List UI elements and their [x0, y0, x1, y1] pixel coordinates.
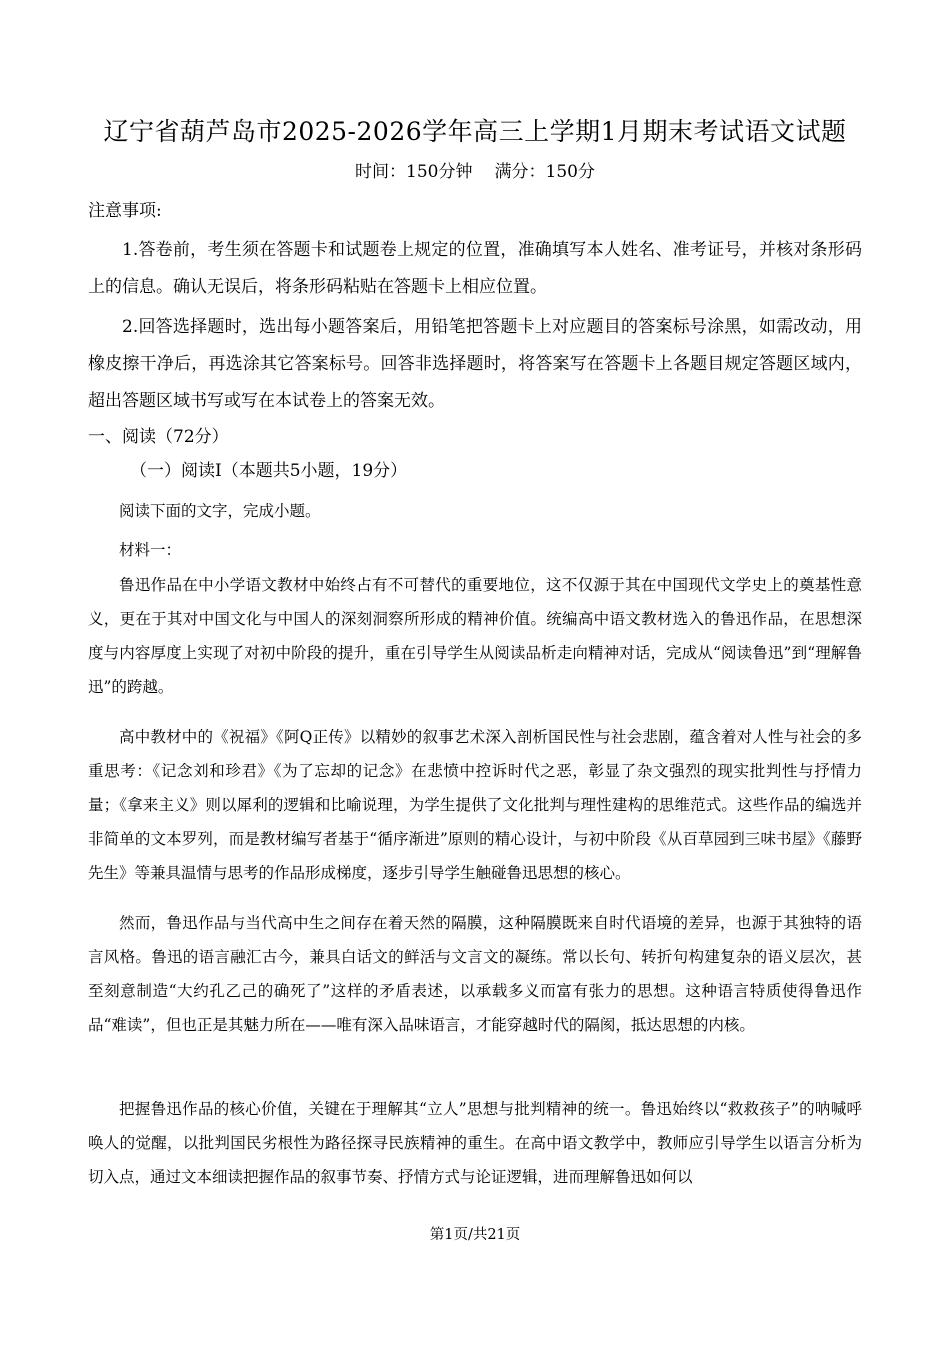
exam-time: 时间：150分钟: [355, 162, 473, 182]
notice-item-1: 1.答卷前，考生须在答题卡和试题卷上规定的位置，准确填写本人姓名、准考证号，并核对条形码上的信息。确认无误后，将条形码粘贴在答题卡上相应位置。: [88, 240, 862, 297]
subsection-heading: （一）阅读Ⅰ（本题共5小题，19分）: [130, 461, 408, 481]
exam-title: 辽宁省葫芦岛市2025-2026学年高三上学期1月期末考试语文试题: [103, 117, 847, 146]
notice-heading: 注意事项:: [88, 201, 162, 221]
exam-score: 满分：150分: [494, 162, 595, 182]
notice-item-2: 2.回答选择题时，选出每小题答案后，用铅笔把答题卡上对应题目的答案标号涂黑，如需改动，用橡皮擦干净后，再选涂其它答案标号。回答非选择题时，将答案写在答题卡上各题目规定答题区域内，超出答题区域书写或写在本试卷上的答案无效。: [88, 317, 862, 411]
exam-info: [0, 157, 950, 187]
paragraph-4: 把握鲁迅作品的核心价值，关键在于理解其“立人”思想与批判精神的统一。鲁迅始终以“救救孩子”的呐喊呼唤人的觉醒，以批判国民劣根性为路径探寻民族精神的重生。在高中语文教学中，教师应引导学生以语言分析为切入点，通过文本细读把握作品的叙事节奏、抒情方式与论证逻辑，进而理解鲁迅如何以: [88, 1100, 862, 1186]
reading-instruction: 阅读下面的文字，完成小题。: [119, 502, 321, 520]
paragraph-2: 高中教材中的《祝福》《阿Q正传》以精妙的叙事艺术深入剖析国民性与社会悲剧，蕴含着对人性与社会的多重思考：《记念刘和珍君》《为了忘却的记念》在悲愤中控诉时代之恶，彰显了杂文强烈的现实批判性与抒情力量；《拿来主义》则以犀利的逻辑和比喻说理，为学生提供了文化批判与理性建构的思维范式。这些作品的编选并非简单的文本罗列，而是教材编写者基于“循序渐进”原则的精心设计，与初中阶段《从百草园到三味书屋》《藤野先生》等兼具温情与思考的作品形成梯度，逐步引导学生触碰鲁迅思想的核心。: [88, 728, 862, 882]
paragraph-1: 鲁迅作品在中小学语文教材中始终占有不可替代的重要地位，这不仅源于其在中国现代文学史上的奠基性意义，更在于其对中国文化与中国人的深刻洞察所形成的精神价值。统编高中语文教材选入的鲁迅作品，在思想深度与内容厚度上实现了对初中阶段的提升，重在引导学生从阅读品析走向精神对话，完成从“阅读鲁迅”到“理解鲁迅”的跨越。: [88, 576, 862, 696]
page-footer: 第1页/共21页: [429, 1227, 521, 1243]
section-heading: 一、阅读（72分）: [88, 427, 229, 447]
paragraph-3: 然而，鲁迅作品与当代高中生之间存在着天然的隔膜，这种隔膜既来自时代语境的差异，也源于其独特的语言风格。鲁迅的语言融汇古今，兼具白话文的鲜活与文言文的凝练。常以长句、转折句构建复杂的语义层次，甚至刻意制造“大约孔乙己的确死了”这样的矛盾表述，以承载多义而富有张力的思想。这种语言特质使得鲁迅作品“难读”，但也正是其魅力所在——唯有深入品味语言，才能穿越时代的隔阂，抵达思想的内核。: [88, 914, 862, 1034]
material-label: 材料一：: [119, 541, 182, 559]
